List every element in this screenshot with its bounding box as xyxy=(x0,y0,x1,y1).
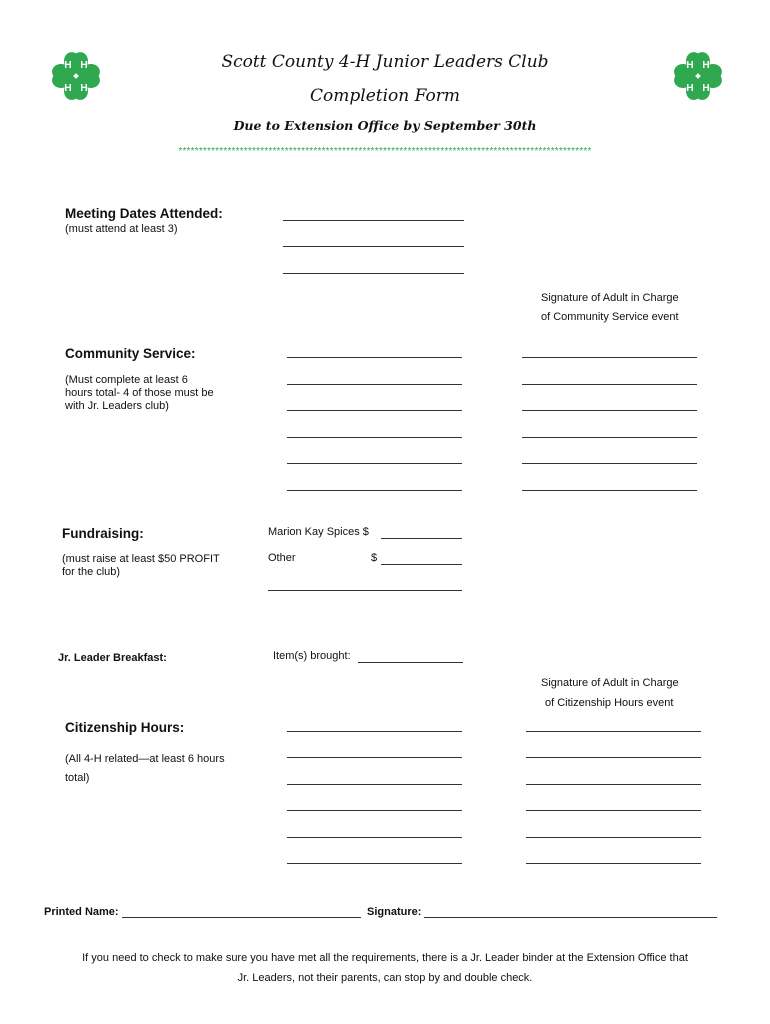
community-hours-line-6[interactable] xyxy=(287,490,462,491)
svg-text:H: H xyxy=(702,83,710,94)
meeting-date-line-3[interactable] xyxy=(283,273,464,274)
printed-name-label: Printed Name: xyxy=(44,906,119,918)
fundraising-label: Fundraising: xyxy=(62,526,144,541)
community-note: (Must complete at least 6 hours total- 4 of those must be with Jr. Leaders club) xyxy=(65,374,214,412)
community-hours-line-3[interactable] xyxy=(287,410,462,411)
community-sig-heading-2: of Community Service event xyxy=(541,311,679,323)
community-sig-heading-1: Signature of Adult in Charge xyxy=(541,292,679,304)
svg-text:H: H xyxy=(64,83,72,94)
form-subtitle: Completion Form xyxy=(310,86,460,106)
citizenship-sig-line-1[interactable] xyxy=(526,731,701,732)
breakfast-label: Jr. Leader Breakfast: xyxy=(58,652,167,664)
meeting-date-line-1[interactable] xyxy=(283,220,464,221)
citizenship-sig-line-6[interactable] xyxy=(526,863,701,864)
meeting-date-line-2[interactable] xyxy=(283,246,464,247)
other-dollar-sign: $ xyxy=(371,552,378,564)
svg-text:H: H xyxy=(64,60,72,71)
svg-text:H: H xyxy=(80,60,88,71)
community-sig-line-4[interactable] xyxy=(522,437,697,438)
community-sig-line-2[interactable] xyxy=(522,384,697,385)
printed-name-line[interactable] xyxy=(122,917,361,918)
spices-label: Marion Kay Spices $ xyxy=(268,526,369,538)
citizenship-hours-line-2[interactable] xyxy=(287,757,462,758)
items-brought-line[interactable] xyxy=(358,662,463,663)
citizenship-sig-line-3[interactable] xyxy=(526,784,701,785)
items-brought-label: Item(s) brought: xyxy=(273,650,351,662)
due-date: Due to Extension Office by September 30th xyxy=(233,118,537,133)
footer-message-line-1: If you need to check to make sure you have met all the requirements, there is a Jr. Leader binder at the Extension Office that xyxy=(82,952,688,964)
citizenship-sig-line-5[interactable] xyxy=(526,837,701,838)
community-label: Community Service: xyxy=(65,346,196,361)
community-hours-line-1[interactable] xyxy=(287,357,462,358)
svg-text:H: H xyxy=(686,83,694,94)
community-sig-line-6[interactable] xyxy=(522,490,697,491)
citizenship-hours-line-1[interactable] xyxy=(287,731,462,732)
other-label: Other xyxy=(268,552,296,564)
form-title: Scott County 4-H Junior Leaders Club xyxy=(221,52,549,72)
citizenship-hours-line-5[interactable] xyxy=(287,837,462,838)
fundraising-note: (must raise at least $50 PROFIT for the club) xyxy=(62,553,220,578)
spices-amount-line[interactable] xyxy=(381,538,462,539)
citizenship-note: (All 4-H related—at least 6 hours total) xyxy=(65,753,225,784)
svg-text:H: H xyxy=(80,83,88,94)
signature-line[interactable] xyxy=(424,917,717,918)
community-sig-line-5[interactable] xyxy=(522,463,697,464)
citizenship-hours-line-4[interactable] xyxy=(287,810,462,811)
citizenship-sig-heading-1: Signature of Adult in Charge xyxy=(541,677,679,689)
community-sig-line-3[interactable] xyxy=(522,410,697,411)
footer-message-line-2: Jr. Leaders, not their parents, can stop by and double check. xyxy=(237,972,533,984)
svg-text:H: H xyxy=(702,60,710,71)
citizenship-hours-line-6[interactable] xyxy=(287,863,462,864)
star-divider: ***************************************************************************************************** xyxy=(178,146,592,157)
community-hours-line-2[interactable] xyxy=(287,384,462,385)
community-hours-line-4[interactable] xyxy=(287,437,462,438)
community-hours-line-5[interactable] xyxy=(287,463,462,464)
meeting-note: (must attend at least 3) xyxy=(65,223,178,235)
svg-text:H: H xyxy=(686,60,694,71)
citizenship-sig-line-4[interactable] xyxy=(526,810,701,811)
signature-label: Signature: xyxy=(367,906,422,918)
citizenship-sig-heading-2: of Citizenship Hours event xyxy=(545,697,674,709)
citizenship-sig-line-2[interactable] xyxy=(526,757,701,758)
citizenship-label: Citizenship Hours: xyxy=(65,720,185,735)
meeting-label: Meeting Dates Attended: xyxy=(65,206,223,221)
community-sig-line-1[interactable] xyxy=(522,357,697,358)
other-description-line[interactable] xyxy=(268,590,462,591)
citizenship-hours-line-3[interactable] xyxy=(287,784,462,785)
other-amount-line[interactable] xyxy=(381,564,462,565)
